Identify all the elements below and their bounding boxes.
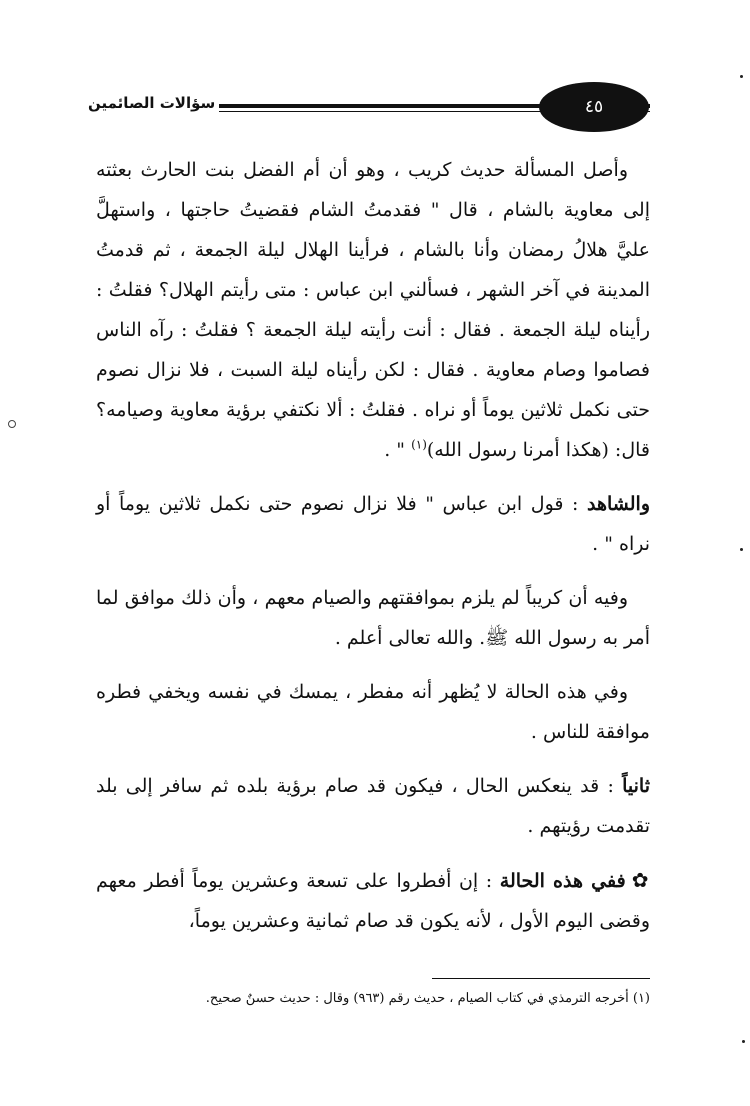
- scan-speck: [740, 75, 743, 78]
- scan-speck: [740, 548, 743, 551]
- flower-ornament-icon: ✿: [631, 868, 651, 892]
- paragraph-hadith: وأصل المسألة حديث كريب ، وهو أن أم الفضل بنت الحارث بعثته إلى معاوية بالشام ، قال " فقدمتُ الشام فقضيتُ حاجتها ، واستهلَّ عليَّ هلالُ رمضان وأنا بالشام ، فرأينا الهلال ليلة الجمعة ، ثم قدمتُ المدينة في آخر الشهر ، فسألني ابن عباس : متى رأيتم الهلال؟ فقلتُ : رأيناه ليلة الجمعة . فقال : أنت رأيته ليلة الجمعة ؟ فقلتُ : رآه الناس فصاموا وصام معاوية . فقال : لكن رأيناه ليلة السبت ، فلا نزال نصوم حتى نكمل ثلاثين يوماً أو نراه . فقلتُ : ألا نكتفي برؤية معاوية وصيامه؟ قال: (هكذا أمرنا رسول الله)$^{(١)}$ " .: [96, 159, 650, 461]
- this-case-label: ففي هذه الحالة: [499, 870, 626, 892]
- paragraph-hide-fast: وفي هذه الحالة لا يُظهر أنه مفطر ، يمسك في نفسه ويخفي فطره موافقة للناس .: [96, 681, 650, 743]
- page-header: [84, 82, 650, 132]
- witness-label: والشاهد: [587, 493, 650, 515]
- scan-speck: [8, 420, 16, 428]
- running-title: سؤالات الصائمين: [84, 94, 219, 112]
- paragraph-witness: والشاهد : قول ابن عباس " فلا نزال نصوم حتى نكمل ثلاثين يوماً أو نراه " .: [96, 493, 650, 555]
- main-text: [96, 150, 650, 941]
- page-number-badge: ٤٥: [539, 82, 649, 132]
- second-case-label: ثانياً: [622, 775, 650, 797]
- footnote-separator: [432, 978, 650, 979]
- footnote: (١) أخرجه الترمذي في كتاب الصيام ، حديث رقم (٩٦٣) وقال : حديث حسنٌ صحيح.: [205, 991, 650, 1006]
- scan-speck: [742, 1040, 745, 1043]
- paragraph-this-case: ✿ففي هذه الحالة : إن أفطروا على تسعة وعشرين يوماً أفطر معهم وقضى اليوم الأول ، لأنه يكون قد صام ثمانية وعشرين يوماً،: [96, 868, 651, 932]
- paragraph-second-case: ثانياً : قد ينعكس الحال ، فيكون قد صام برؤية بلده ثم سافر إلى بلد تقدمت رؤيتهم .: [96, 775, 650, 837]
- paragraph-kurayb: وفيه أن كريباً لم يلزم بموافقتهم والصيام معهم ، وأن ذلك موافق لما أمر به رسول الله ﷺ. والله تعالى أعلم .: [96, 587, 650, 649]
- footnote-marker: (١): [411, 437, 427, 452]
